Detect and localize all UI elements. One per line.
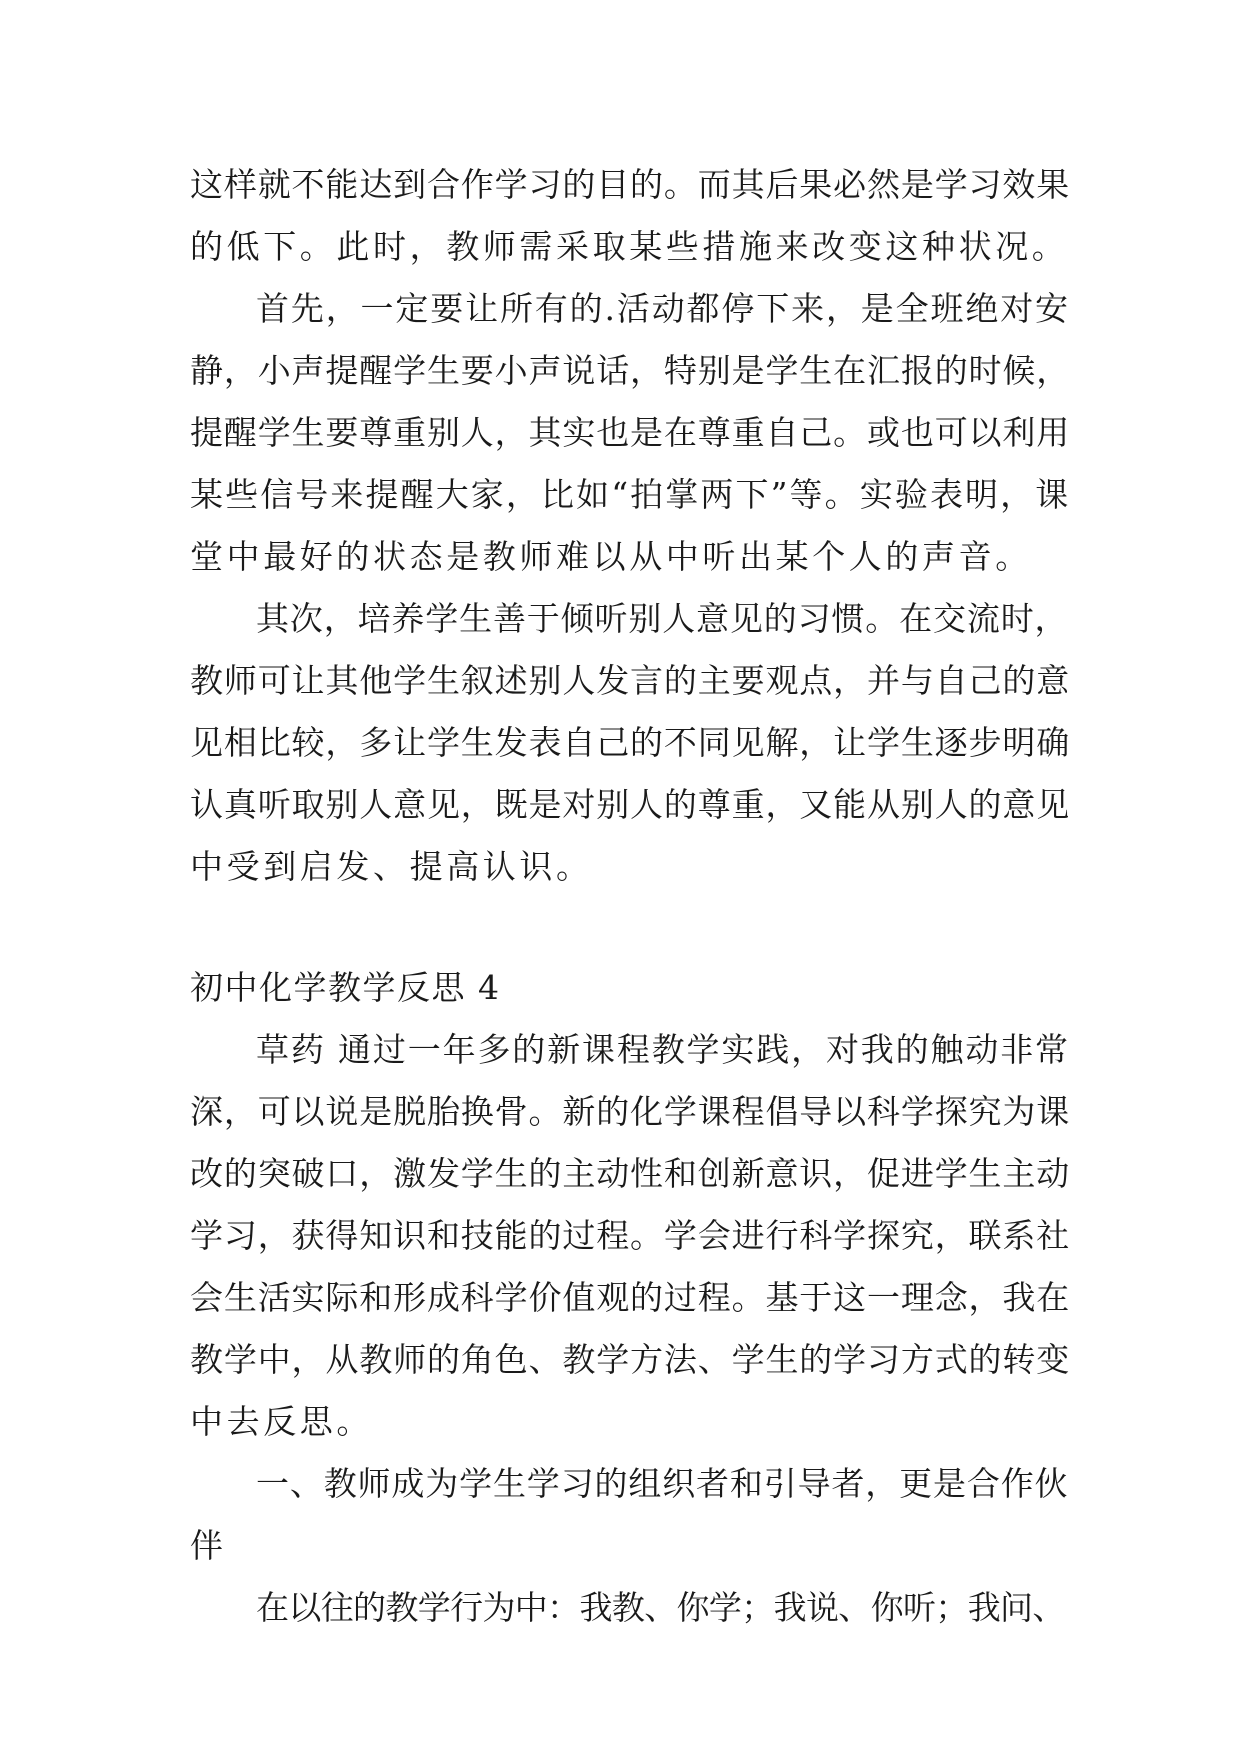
paragraph-first-line: 在以往的教学行为中：我教、你学；我说、你听；我问、 <box>256 1588 1065 1627</box>
text-line: 会生活实际和形成科学价值观的过程。基于这一理念，我在 <box>190 1278 1071 1317</box>
text-line: 改的突破口，激发学生的主动性和创新意识，促进学生主动 <box>190 1154 1071 1193</box>
text-line: 堂中最好的状态是教师难以从中听出某个人的声音。 <box>190 537 1032 576</box>
paragraph-first-line: 首先，一定要让所有的.活动都停下来，是全班绝对安 <box>256 289 1070 328</box>
text-line: 深，可以说是脱胎换骨。新的化学课程倡导以科学探究为课 <box>190 1092 1071 1131</box>
text-line: 中受到启发、提高认识。 <box>190 847 593 886</box>
paragraph-first-line: 其次，培养学生善于倾听别人意见的习惯。在交流时， <box>256 599 1069 638</box>
text-line: 学习，获得知识和技能的过程。学会进行科学探究，联系社 <box>190 1216 1071 1255</box>
text-line: 中去反思。 <box>190 1402 373 1441</box>
text-line: 见相比较，多让学生发表自己的不同见解，让学生逐步明确 <box>190 723 1071 762</box>
text-line: 认真听取别人意见，既是对别人的尊重，又能从别人的意见 <box>190 785 1071 824</box>
text-line: 提醒学生要尊重别人，其实也是在尊重自己。或也可以利用 <box>190 413 1071 452</box>
text-line: 这样就不能达到合作学习的目的。而其后果必然是学习效果 <box>190 165 1071 204</box>
text-line: 教学中，从教师的角色、教学方法、学生的学习方式的转变 <box>190 1340 1071 1379</box>
text-line: 静，小声提醒学生要小声说话，特别是学生在汇报的时候， <box>190 351 1071 390</box>
paragraph-first-line: 草药 通过一年多的新课程教学实践，对我的触动非常 <box>256 1030 1070 1069</box>
section-heading: 初中化学教学反思 4 <box>190 968 501 1007</box>
text-line: 某些信号来提醒大家，比如“拍掌两下”等。实验表明，课 <box>190 475 1071 514</box>
text-line: 伴 <box>190 1526 227 1565</box>
text-line: 教师可让其他学生叙述别人发言的主要观点，并与自己的意 <box>190 661 1071 700</box>
paragraph-first-line: 一、教师成为学生学习的组织者和引导者，更是合作伙 <box>256 1464 1069 1503</box>
text-line: 的低下。此时，教师需采取某些措施来改变这种状况。 <box>190 227 1069 266</box>
